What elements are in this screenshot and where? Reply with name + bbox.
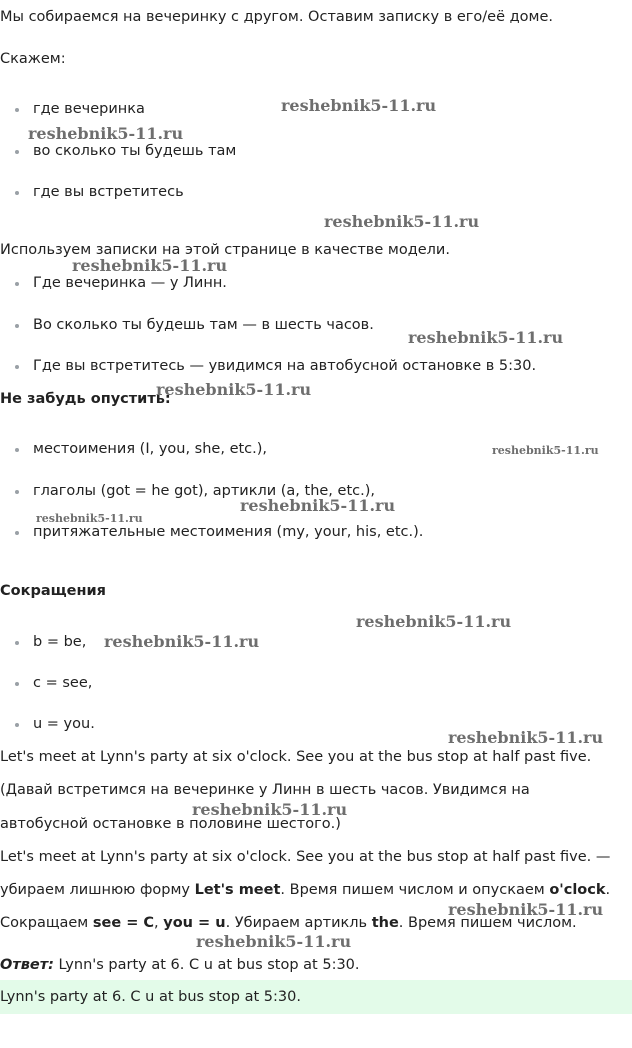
answer-text: Lynn's party at 6. C u at bus stop at 5:30. (53, 957, 360, 973)
explanation-line: Сокращаем see = C, you = u. Убираем артикль the. Время пишем числом. (0, 915, 577, 931)
list-item: Где вы встретитесь — увидимся на автобусной остановке в 5:30. (15, 356, 536, 376)
watermark: reshebnik5-11.ru (240, 496, 396, 515)
watermark: reshebnik5-11.ru (356, 612, 512, 631)
watermark: reshebnik5-11.ru (408, 328, 564, 347)
list-item: c = see, (15, 673, 92, 693)
explanation-line: Let's meet at Lynn's party at six o'clock. See you at the bus stop at half past five. — (0, 849, 611, 865)
translation-line: автобусной остановке в половине шестого.) (0, 816, 341, 832)
watermark: reshebnik5-11.ru (192, 800, 348, 819)
model-intro: Используем записки на этой странице в качестве модели. (0, 242, 450, 258)
watermark: reshebnik5-11.ru (36, 512, 143, 525)
say-label: Скажем: (0, 51, 66, 67)
watermark: reshebnik5-11.ru (281, 96, 437, 115)
list-item: во сколько ты будешь там (15, 141, 236, 161)
intro-text: Мы собираемся на вечеринку с другом. Оставим записку в его/её доме. (0, 9, 553, 25)
list-item: местоимения (I, you, she, etc.), (15, 439, 267, 459)
list-item: Где вечеринка — у Линн. (15, 273, 227, 293)
watermark: reshebnik5-11.ru (104, 632, 260, 651)
list-item: b = be, (15, 632, 86, 652)
explanation-line: убираем лишнюю форму Let's meet. Время пишем числом и опускаем o'clock. (0, 882, 611, 898)
translation-line: (Давай встретимся на вечеринке у Линн в шесть часов. Увидимся на (0, 782, 530, 798)
list-item: u = you. (15, 714, 95, 734)
watermark: reshebnik5-11.ru (156, 380, 312, 399)
list-item: притяжательные местоимения (my, your, his, etc.). (15, 522, 423, 542)
list-item: где вечеринка (15, 99, 145, 119)
list-item: глаголы (got = he got), артикли (a, the, etc.), (15, 481, 375, 501)
watermark: reshebnik5-11.ru (72, 256, 228, 275)
watermark: reshebnik5-11.ru (196, 932, 352, 951)
watermark: reshebnik5-11.ru (492, 444, 599, 457)
list-item: Во сколько ты будешь там — в шесть часов. (15, 315, 374, 335)
example-text: Let's meet at Lynn's party at six o'clock. See you at the bus stop at half past five. (0, 749, 592, 765)
watermark: reshebnik5-11.ru (28, 124, 184, 143)
omit-label: Не забудь опустить: (0, 391, 171, 407)
watermark: reshebnik5-11.ru (324, 212, 480, 231)
answer-box: Lynn's party at 6. C u at bus stop at 5:30. (0, 980, 632, 1014)
list-item: где вы встретитесь (15, 182, 184, 202)
watermark: reshebnik5-11.ru (448, 728, 604, 747)
answer-label: Ответ: (0, 957, 54, 973)
abbr-label: Сокращения (0, 583, 106, 599)
watermark: reshebnik5-11.ru (448, 900, 604, 919)
answer-line (0, 955, 360, 975)
